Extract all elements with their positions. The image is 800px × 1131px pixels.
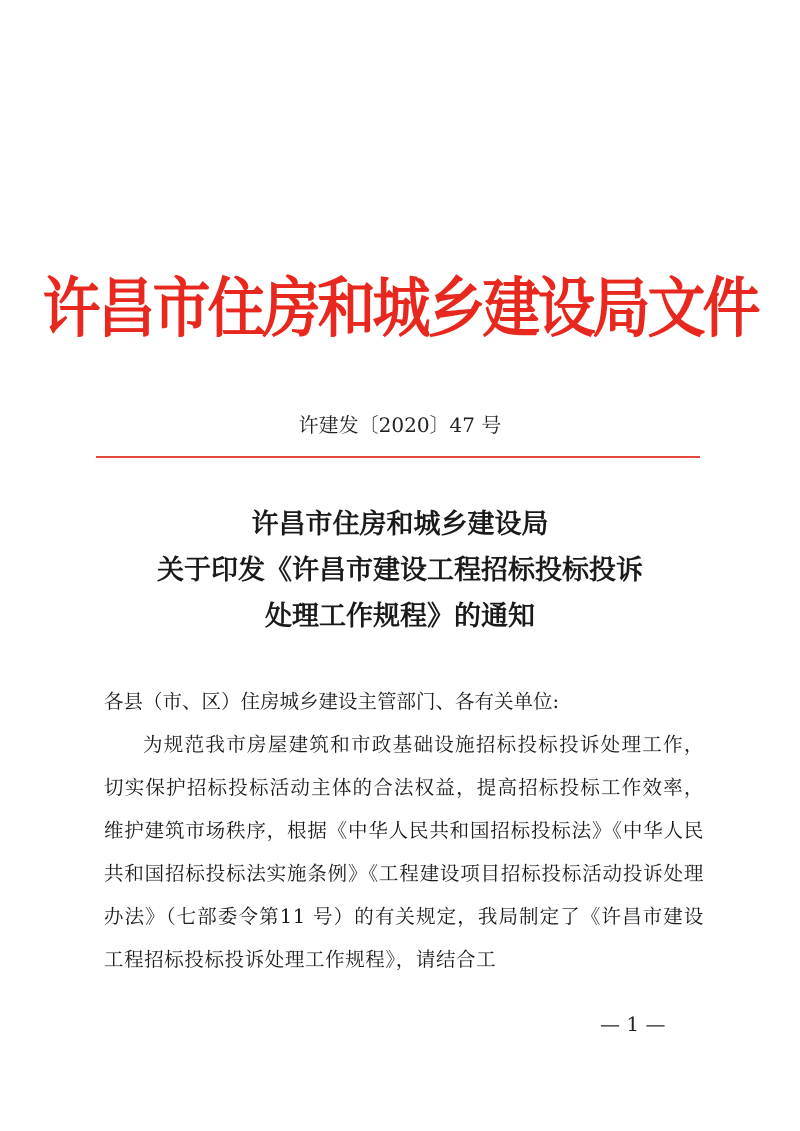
notice-title [0, 502, 800, 640]
title-line-2: 关于印发《许昌市建设工程招标投标投诉 [157, 555, 643, 586]
masthead-title: 许昌市住房和城乡建设局文件 [42, 269, 758, 347]
salutation: 各县（市、区）住房城乡建设主管部门、各有关单位: [104, 690, 560, 713]
document-number: 许建发〔2020〕47 号 [298, 413, 502, 437]
body-text [104, 680, 704, 981]
paragraph-1: 为规范我市房屋建筑和市政基础设施招标投标投诉处理工作，切实保护招标投标活动主体的合法权益，提高招标投标工作效率，维护建筑市场秩序，根据《中华人民共和国招标投标法》《中华人民共和国招标投标法实施条例》《工程建设项目招标投标活动投诉处理办法》（七部委令第11 号）的有关规定，我局制定了《许昌市建设工程招标投标投诉处理工作规程》，请结合工 [104, 733, 704, 971]
page-number: — 1 — [600, 1012, 666, 1036]
title-line-3: 处理工作规程》的通知 [265, 601, 535, 632]
red-divider-line [96, 456, 700, 458]
title-line-1: 许昌市住房和城乡建设局 [251, 509, 549, 540]
